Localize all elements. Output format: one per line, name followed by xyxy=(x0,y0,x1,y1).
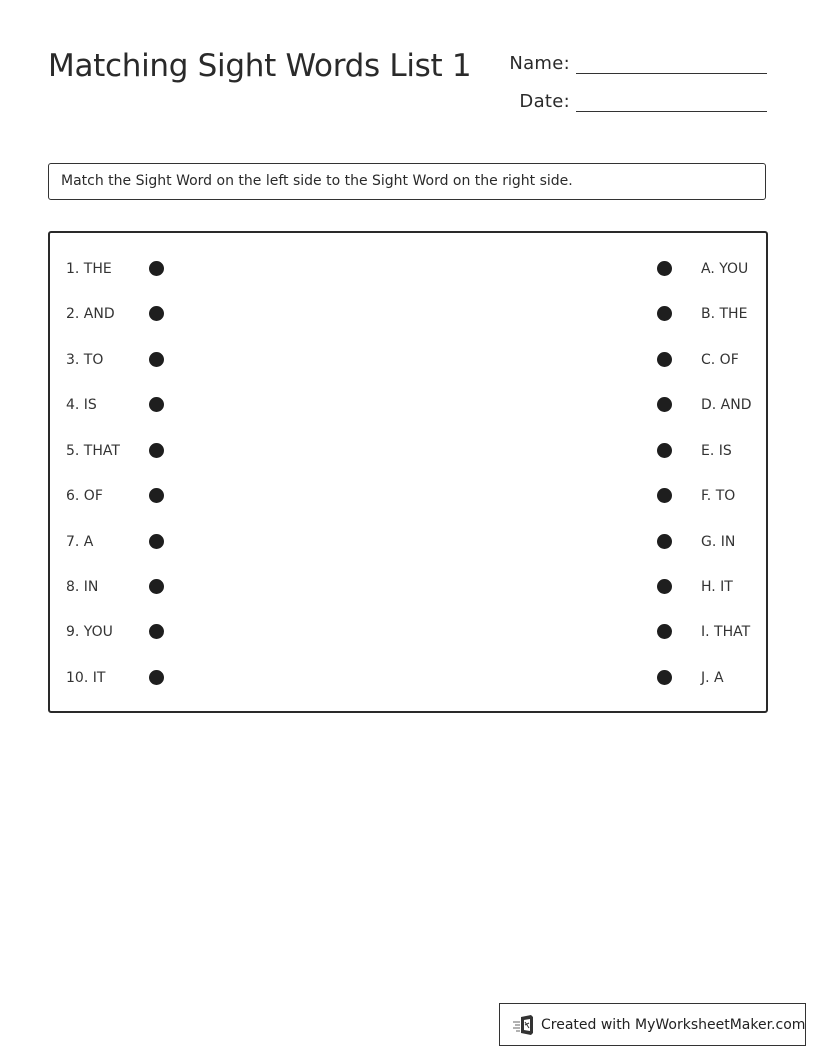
match-row xyxy=(50,486,766,506)
right-word: F. TO xyxy=(701,488,736,504)
worksheet-logo-icon xyxy=(512,1014,536,1036)
match-row xyxy=(50,668,766,688)
right-dot-icon xyxy=(657,488,672,503)
right-dot-icon xyxy=(657,443,672,458)
right-word: B. THE xyxy=(701,306,748,322)
date-field xyxy=(508,92,767,112)
left-dot-icon xyxy=(149,352,164,367)
left-dot-icon xyxy=(149,261,164,276)
left-word: 10. IT xyxy=(66,670,106,686)
left-word: 4. IS xyxy=(66,397,97,413)
right-word: H. IT xyxy=(701,579,733,595)
left-dot-icon xyxy=(149,579,164,594)
left-dot-icon xyxy=(149,443,164,458)
left-dot-icon xyxy=(149,306,164,321)
right-dot-icon xyxy=(657,352,672,367)
name-label: Name: xyxy=(509,53,570,74)
match-row xyxy=(50,622,766,642)
right-word: C. OF xyxy=(701,352,739,368)
name-field xyxy=(508,54,767,74)
right-dot-icon xyxy=(657,670,672,685)
left-word: 8. IN xyxy=(66,579,99,595)
right-word: A. YOU xyxy=(701,261,749,277)
right-dot-icon xyxy=(657,397,672,412)
left-dot-icon xyxy=(149,624,164,639)
left-word: 7. A xyxy=(66,534,94,550)
left-word: 3. TO xyxy=(66,352,104,368)
right-word: G. IN xyxy=(701,534,736,550)
match-row xyxy=(50,395,766,415)
right-word: I. THAT xyxy=(701,624,751,640)
right-word: J. A xyxy=(701,670,724,686)
left-word: 1. THE xyxy=(66,261,112,277)
left-word: 2. AND xyxy=(66,306,115,322)
match-row xyxy=(50,532,766,552)
match-row xyxy=(50,259,766,279)
left-dot-icon xyxy=(149,488,164,503)
worksheet-title: Matching Sight Words List 1 xyxy=(48,48,472,84)
footer-credit xyxy=(499,1003,806,1046)
match-row xyxy=(50,441,766,461)
left-dot-icon xyxy=(149,670,164,685)
left-word: 9. YOU xyxy=(66,624,113,640)
instructions-box: Match the Sight Word on the left side to the Sight Word on the right side. xyxy=(48,163,766,200)
footer-text: Created with MyWorksheetMaker.com xyxy=(541,1016,806,1033)
right-word: E. IS xyxy=(701,443,732,459)
match-row xyxy=(50,304,766,324)
left-word: 5. THAT xyxy=(66,443,120,459)
right-dot-icon xyxy=(657,534,672,549)
left-word: 6. OF xyxy=(66,488,103,504)
date-label: Date: xyxy=(519,91,570,112)
right-dot-icon xyxy=(657,306,672,321)
match-row xyxy=(50,577,766,597)
right-dot-icon xyxy=(657,579,672,594)
left-dot-icon xyxy=(149,397,164,412)
left-dot-icon xyxy=(149,534,164,549)
matching-box xyxy=(48,231,768,713)
right-dot-icon xyxy=(657,261,672,276)
right-word: D. AND xyxy=(701,397,752,413)
name-blank-line xyxy=(576,73,767,74)
match-row xyxy=(50,350,766,370)
date-blank-line xyxy=(576,111,767,112)
right-dot-icon xyxy=(657,624,672,639)
